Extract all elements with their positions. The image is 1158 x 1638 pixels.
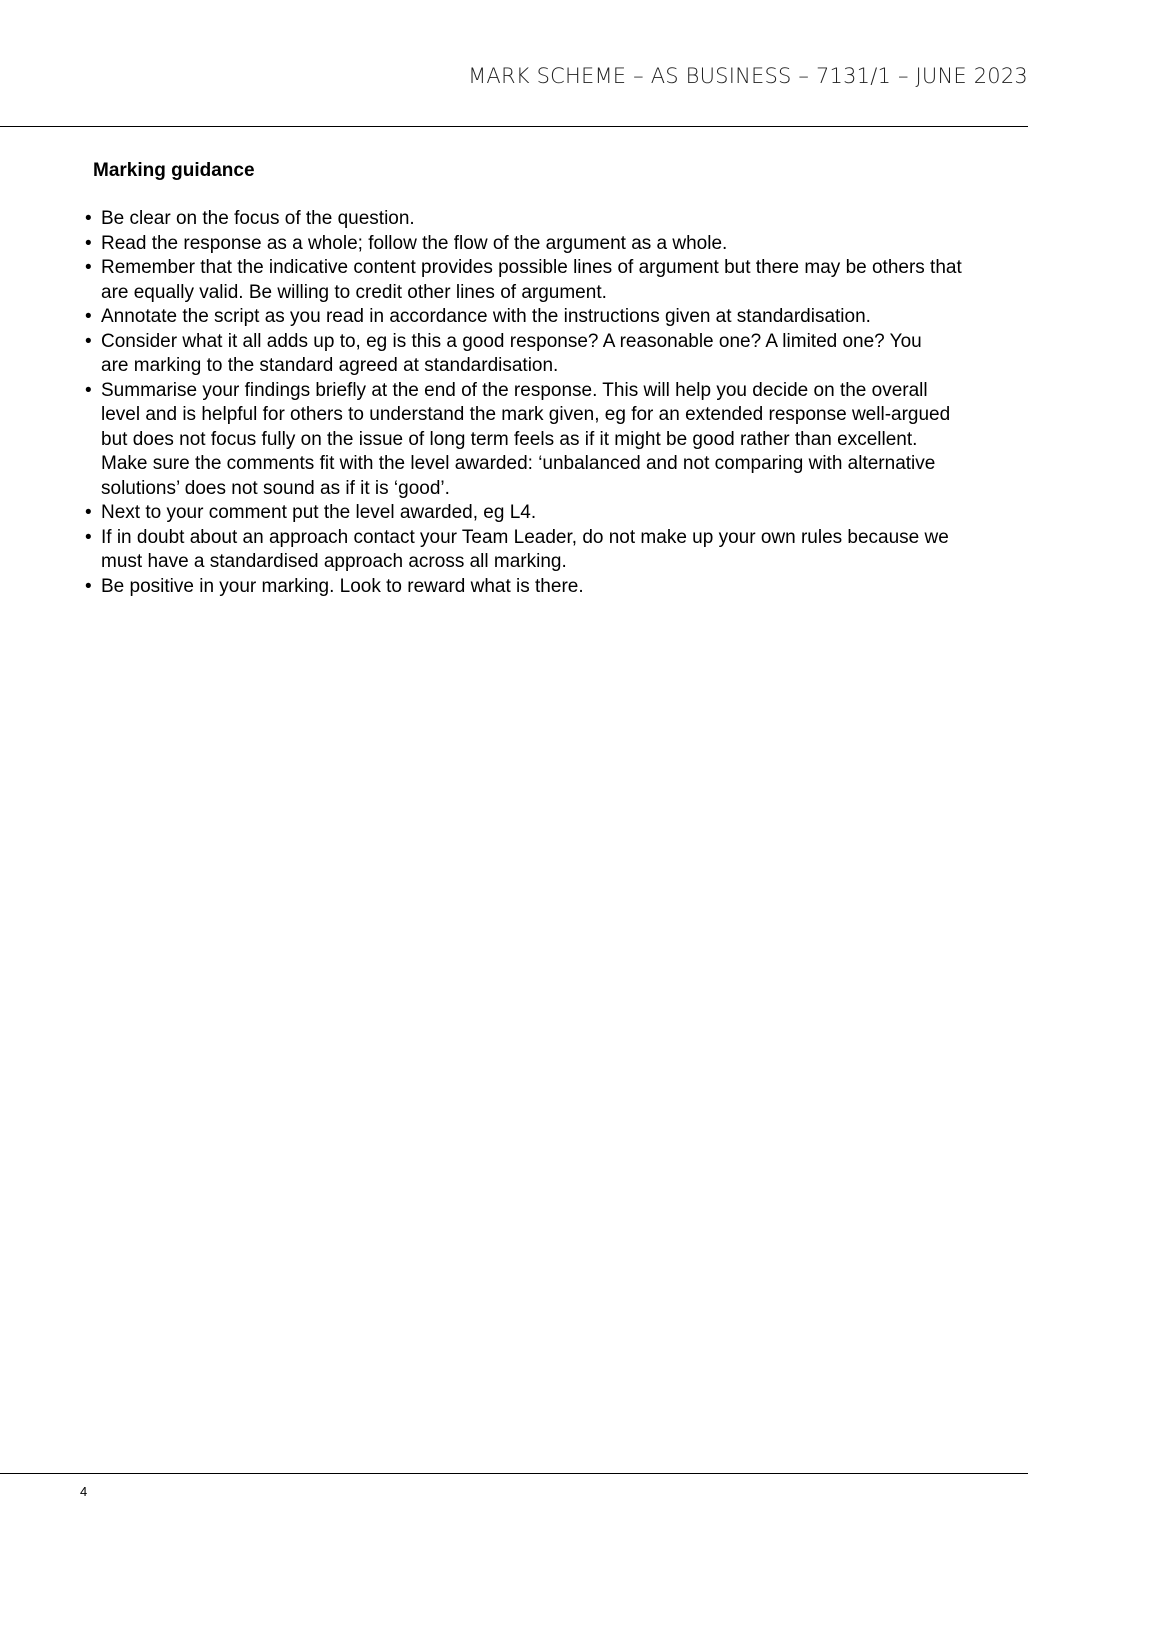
bullet-text-line: but does not focus fully on the issue of long term feels as if it might be good rather than excellent. — [101, 428, 918, 450]
bullet-text-line: Be positive in your marking. Look to reward what is there. — [101, 575, 584, 597]
bullet-icon: • — [85, 379, 92, 401]
bullet-text-line: level and is helpful for others to understand the mark given, eg for an extended response well-argued — [101, 404, 951, 425]
bullet-text-line: solutions’ does not sound as if it is ‘good’. — [101, 477, 450, 499]
bullet-text-line: Be clear on the focus of the question. — [101, 208, 415, 229]
bullet-text-line: If in doubt about an approach contact your Team Leader, do not make up your own rules because we — [101, 526, 949, 548]
footer-divider — [0, 1473, 1028, 1474]
bullet-text-line: Read the response as a whole; follow the flow of the argument as a whole. — [101, 232, 728, 254]
bullet-icon: • — [85, 208, 92, 229]
bullet-text-line: Remember that the indicative content provides possible lines of argument but there may be others that — [101, 257, 962, 278]
guidance-bullet-item — [80, 501, 1040, 526]
guidance-bullet-item — [80, 232, 1040, 257]
bullet-icon: • — [85, 232, 92, 254]
guidance-bullet-item — [80, 207, 1040, 232]
section-heading: Marking guidance — [93, 160, 255, 181]
bullet-icon: • — [85, 502, 92, 523]
guidance-bullet-item — [80, 526, 1040, 575]
bullet-text-line: Annotate the script as you read in accordance with the instructions given at standardisation. — [101, 306, 871, 327]
bullet-icon: • — [85, 526, 92, 548]
bullet-icon: • — [85, 575, 92, 597]
bullet-text-line: Next to your comment put the level awarded, eg L4. — [101, 502, 537, 523]
bullet-icon: • — [85, 257, 92, 278]
guidance-bullet-list — [80, 207, 1040, 599]
header-divider — [0, 126, 1028, 127]
guidance-bullet-item — [80, 330, 1040, 379]
guidance-bullet-item — [80, 305, 1040, 330]
bullet-text-line: are marking to the standard agreed at standardisation. — [101, 355, 559, 376]
guidance-bullet-item — [80, 379, 1040, 502]
guidance-bullet-item — [80, 575, 1040, 600]
bullet-text-line: must have a standardised approach across all marking. — [101, 551, 567, 572]
bullet-text-line: Make sure the comments fit with the level awarded: ‘unbalanced and not comparing with alternative — [101, 453, 936, 474]
bullet-text-line: Consider what it all adds up to, eg is this a good response? A reasonable one? A limited one? You — [101, 330, 922, 352]
guidance-bullet-item — [80, 256, 1040, 305]
bullet-text-line: Summarise your findings briefly at the end of the response. This will help you decide on the overall — [101, 379, 928, 401]
bullet-icon: • — [85, 306, 92, 327]
page-number: 4 — [80, 1484, 88, 1499]
bullet-icon: • — [85, 330, 92, 352]
document-header-title: MARK SCHEME – AS BUSINESS – 7131/1 – JUNE 2023 — [468, 64, 1028, 88]
bullet-text-line: are equally valid. Be willing to credit other lines of argument. — [101, 281, 607, 303]
